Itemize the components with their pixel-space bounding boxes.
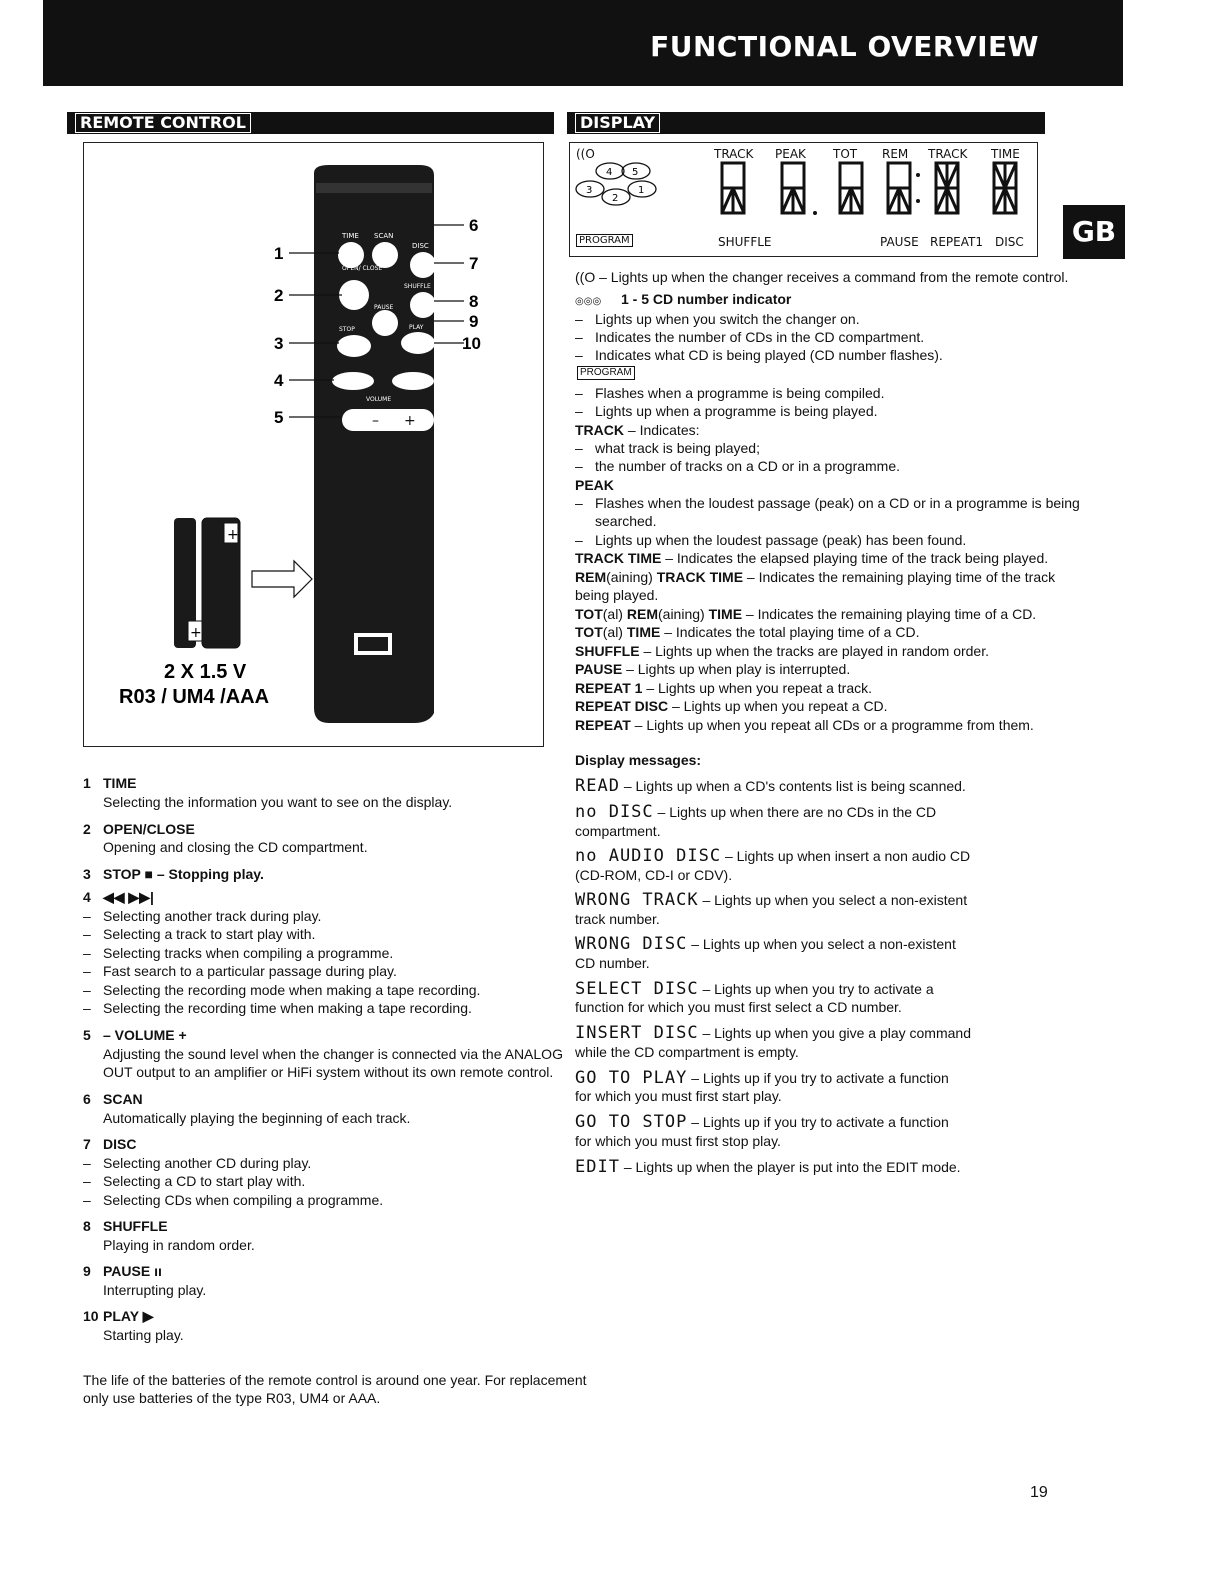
list-item: 3 STOP ■ – Stopping play.	[83, 866, 264, 882]
item-line: Selecting the information you want to see on the display.	[103, 794, 453, 810]
svg-text:+: +	[227, 527, 239, 543]
callout-1: 1	[274, 244, 284, 263]
remote-label-volume: VOLUME	[366, 396, 392, 403]
item-line: Selecting another CD during play.	[103, 1155, 312, 1171]
item-line: Selecting tracks when compiling a programme.	[103, 945, 394, 961]
item-line: Selecting another track during play.	[103, 908, 322, 924]
message-cont: compartment.	[575, 823, 661, 839]
display-label-track2: TRACK	[928, 147, 968, 161]
display-section-header	[567, 112, 1045, 134]
pause-button	[372, 310, 398, 336]
track-title: TRACK	[575, 422, 624, 438]
list-item: 2 OPEN/CLOSE	[83, 821, 195, 837]
def-line: PAUSE – Lights up when play is interrupted.	[575, 661, 851, 677]
item-line: Opening and closing the CD compartment.	[103, 839, 368, 855]
message-cont: track number.	[575, 911, 660, 927]
def-line: TOT(al) TIME – Indicates the total playing time of a CD.	[575, 624, 920, 640]
insert-arrow	[252, 561, 312, 597]
remote-illustration-frame	[83, 142, 544, 747]
remote-illustration	[84, 143, 545, 748]
display-segments	[570, 161, 1036, 241]
display-label-program: PROGRAM	[576, 234, 633, 247]
item-line: Selecting the recording mode when making a tape recording.	[103, 982, 481, 998]
remote-label-scan: SCAN	[374, 232, 394, 240]
prev-button	[332, 372, 374, 390]
display-label-time: TIME	[991, 147, 1020, 161]
callout-8: 8	[469, 292, 479, 311]
display-label-track: TRACK	[714, 147, 754, 161]
open-close-button	[339, 280, 369, 310]
def-line: TRACK TIME – Indicates the elapsed playing time of the track being played.	[575, 550, 1049, 566]
cd-indicator-title: 1 - 5 CD number indicator	[621, 291, 792, 307]
item-line: Interrupting play.	[103, 1282, 207, 1298]
item-line: Selecting a CD to start play with.	[103, 1173, 306, 1189]
remote-label-shuffle: SHUFFLE	[404, 283, 431, 290]
remote-top-stripe	[316, 183, 432, 193]
battery-note-line: The life of the batteries of the remote control is around one year. For replacement	[83, 1372, 587, 1388]
display-illustration-frame	[569, 142, 1038, 257]
callout-7: 7	[469, 254, 479, 273]
message-item: GO TO STOP – Lights up if you try to activate a function	[575, 1112, 949, 1132]
def-line: SHUFFLE – Lights up when the tracks are played in random order.	[575, 643, 989, 659]
display-label-peak: PEAK	[775, 147, 806, 161]
item-line: what track is being played;	[595, 440, 760, 456]
cd-number-1: 1	[638, 185, 645, 196]
item-number: 1	[83, 775, 91, 791]
item-line: Lights up when the loudest passage (peak) has been found.	[595, 532, 967, 548]
svg-text:+: +	[190, 625, 202, 641]
list-item: 7 DISC	[83, 1136, 137, 1152]
item-line: Automatically playing the beginning of each track.	[103, 1110, 411, 1126]
message-cont: CD number.	[575, 955, 650, 971]
remote-indicator-line: ((O – Lights up when the changer receives a command from the remote control.	[575, 269, 1069, 285]
program-label: PROGRAM	[577, 366, 635, 380]
callout-2: 2	[274, 286, 284, 305]
message-item: WRONG TRACK – Lights up when you select a non-existent	[575, 890, 968, 910]
message-cont: (CD-ROM, CD-I or CDV).	[575, 867, 733, 883]
svg-text:+: +	[404, 413, 416, 429]
remote-label-stop: STOP	[339, 326, 355, 333]
battery-spec-2: R03 / UM4 /AAA	[119, 686, 270, 708]
item-line: Selecting the recording time when making a tape recording.	[103, 1000, 472, 1016]
item-line: Adjusting the sound level when the changer is connected via the ANALOG	[103, 1046, 563, 1062]
peak-title: PEAK	[575, 477, 614, 493]
message-item: INSERT DISC – Lights up when you give a play command	[575, 1023, 971, 1043]
message-item: no AUDIO DISC – Lights up when insert a non audio CD	[575, 846, 971, 866]
item-line: Playing in random order.	[103, 1237, 255, 1253]
cd-number-4: 4	[606, 167, 613, 178]
item-title: TIME	[103, 775, 137, 791]
message-item: READ – Lights up when a CD's contents list is being scanned.	[575, 776, 966, 796]
cd-indicator-icon: ◎◎◎	[575, 296, 602, 307]
remote-section-title: REMOTE CONTROL	[75, 113, 251, 133]
callout-4: 4	[274, 371, 284, 390]
def-line: REPEAT DISC – Lights up when you repeat a CD.	[575, 698, 888, 714]
def-line: REPEAT – Lights up when you repeat all CDs or a programme from them.	[575, 717, 1034, 733]
remote-label-time: TIME	[342, 232, 359, 240]
def-line: being played.	[575, 587, 659, 603]
cd-number-2: 2	[612, 193, 619, 204]
display-label-repeat1: REPEAT1	[930, 235, 983, 249]
item-line: OUT output to an amplifier or HiFi system without its own remote control.	[103, 1064, 554, 1080]
messages-title: Display messages:	[575, 752, 702, 768]
message-item: EDIT – Lights up when the player is put into the EDIT mode.	[575, 1157, 961, 1177]
page-number: 19	[1030, 1484, 1048, 1501]
play-button	[401, 332, 435, 354]
message-item: SELECT DISC – Lights up when you try to activate a	[575, 979, 934, 999]
display-label-rem: REM	[882, 147, 909, 161]
list-item: 4 ◀◀ ▶▶|	[83, 889, 154, 905]
message-cont: for which you must first start play.	[575, 1088, 782, 1104]
item-line: Indicates what CD is being played (CD number flashes).	[595, 347, 943, 363]
battery-spec-1: 2 X 1.5 V	[164, 661, 247, 683]
display-label-disc: DISC	[995, 235, 1024, 249]
list-item: 5 – VOLUME +	[83, 1027, 187, 1043]
remote-section-header	[67, 112, 554, 134]
display-label-pause: PAUSE	[880, 235, 919, 249]
message-cont: while the CD compartment is empty.	[575, 1044, 799, 1060]
message-item: no DISC – Lights up when there are no CDs in the CD	[575, 802, 937, 822]
callout-3: 3	[274, 334, 284, 353]
item-line: Selecting a track to start play with.	[103, 926, 316, 942]
callout-6: 6	[469, 216, 479, 235]
remote-label-pause: PAUSE	[374, 304, 394, 311]
item-line: Flashes when the loudest passage (peak) on a CD or in a programme is being	[595, 495, 1080, 511]
disc-button	[410, 252, 436, 278]
list-item: 10 PLAY ▶	[83, 1308, 154, 1324]
remote-label-disc: DISC	[412, 242, 429, 250]
item-line: Fast search to a particular passage during play.	[103, 963, 397, 979]
list-item: 6 SCAN	[83, 1091, 143, 1107]
display-remote-symbol: ((O	[576, 147, 595, 161]
item-line: Selecting CDs when compiling a programme.	[103, 1192, 384, 1208]
cd-number-3: 3	[586, 185, 593, 196]
item-line: Starting play.	[103, 1327, 184, 1343]
def-line: REM(aining) TRACK TIME – Indicates the remaining playing time of the track	[575, 569, 1056, 585]
page-title: FUNCTIONAL OVERVIEW	[650, 30, 1039, 63]
callout-10: 10	[462, 334, 481, 353]
language-tab: GB	[1063, 205, 1125, 259]
item-line: Indicates the number of CDs in the CD compartment.	[595, 329, 925, 345]
callout-9: 9	[469, 312, 479, 331]
list-item	[83, 774, 136, 792]
volume-rocker	[342, 409, 434, 431]
display-label-tot: TOT	[833, 147, 858, 161]
message-item: GO TO PLAY – Lights up if you try to activate a function	[575, 1068, 949, 1088]
item-line: the number of tracks on a CD or in a programme.	[595, 458, 901, 474]
callout-5: 5	[274, 408, 284, 427]
item-line: Lights up when you switch the changer on.	[595, 311, 860, 327]
remote-label-play: PLAY	[409, 324, 424, 331]
message-cont: for which you must first stop play.	[575, 1133, 781, 1149]
remote-label-open: OPEN/ CLOSE	[342, 265, 383, 272]
item-line: Lights up when a programme is being played.	[595, 403, 878, 419]
message-item: WRONG DISC – Lights up when you select a non-existent	[575, 934, 956, 954]
next-button	[392, 372, 434, 390]
display-section-title: DISPLAY	[575, 113, 660, 133]
list-item: 8 SHUFFLE	[83, 1218, 168, 1234]
display-label-shuffle: SHUFFLE	[718, 235, 772, 249]
def-line: TOT(al) REM(aining) TIME – Indicates the remaining playing time of a CD.	[575, 606, 1037, 622]
svg-text:–: –	[372, 413, 379, 429]
message-cont: function for which you must first select a CD number.	[575, 999, 902, 1015]
cd-number-5: 5	[632, 167, 639, 178]
stop-button	[337, 335, 371, 357]
shuffle-button	[410, 292, 436, 318]
item-line: searched.	[595, 513, 657, 529]
def-line: REPEAT 1 – Lights up when you repeat a track.	[575, 680, 873, 696]
list-item: 9 PAUSE ıı	[83, 1263, 162, 1279]
header-bar	[43, 0, 1123, 86]
item-line: Flashes when a programme is being compiled.	[595, 385, 885, 401]
battery-note-line: only use batteries of the type R03, UM4 or AAA.	[83, 1390, 381, 1406]
